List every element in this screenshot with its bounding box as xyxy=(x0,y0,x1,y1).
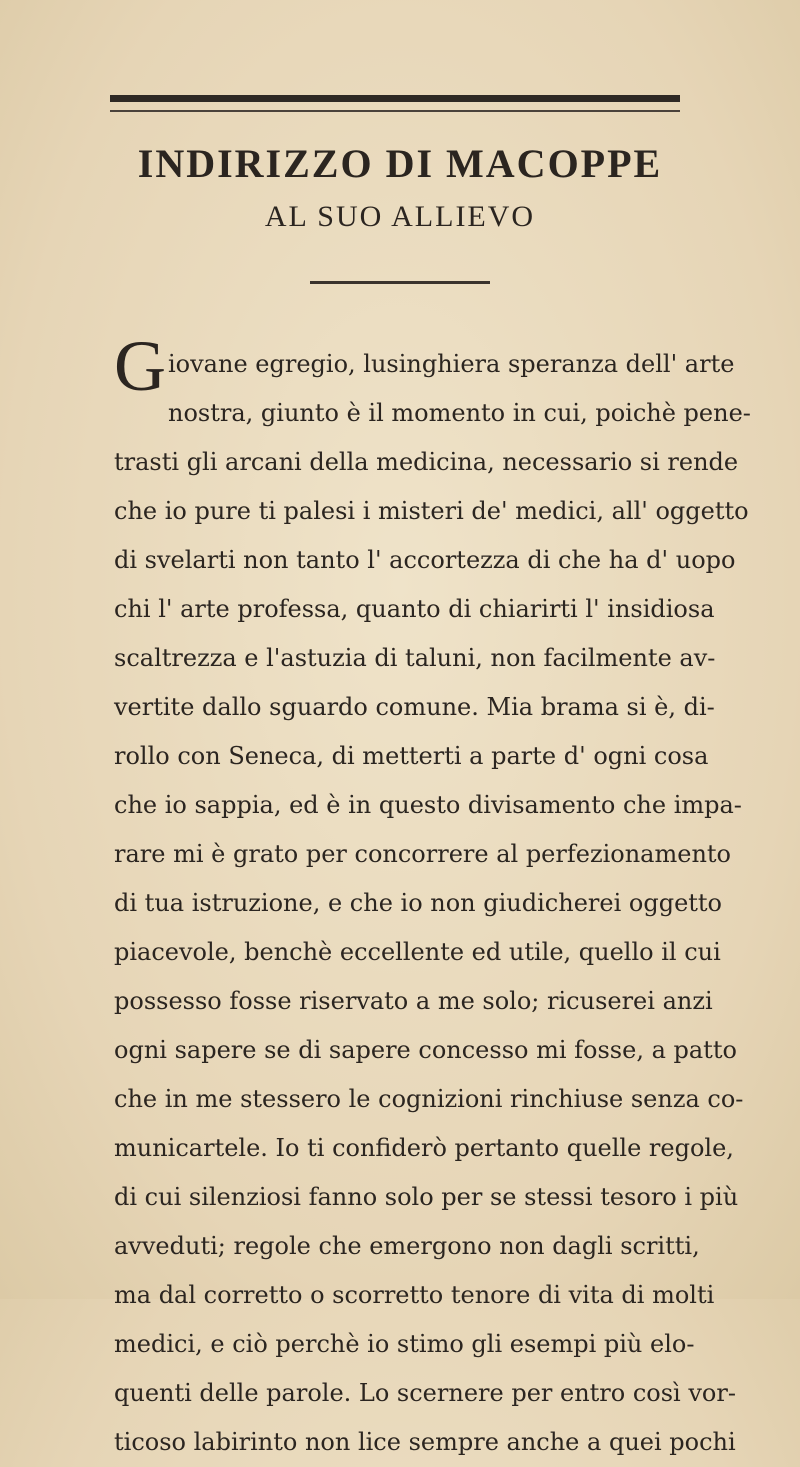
text-line: trasti gli arcani della medicina, necessario si rende xyxy=(114,448,739,476)
chapter-subtitle: AL SUO ALLIEVO xyxy=(264,200,536,233)
text-line: rollo con Seneca, di metterti a parte d' ogni cosa xyxy=(114,742,709,770)
text-line: possesso fosse riservato a me solo; ricuserei anzi xyxy=(114,987,713,1015)
text-line: di svelarti non tanto l' accortezza di che ha d' uopo xyxy=(114,546,736,574)
drop-cap: G xyxy=(114,326,166,406)
text-line: ogni sapere se di sapere concesso mi fosse, a patto xyxy=(114,1036,737,1064)
body-text xyxy=(114,326,751,1467)
top-rule-thin xyxy=(110,110,680,112)
text-line: che io pure ti palesi i misteri de' medici, all' oggetto xyxy=(114,497,749,525)
text-line: piacevole, benchè eccellente ed utile, quello il cui xyxy=(114,938,721,966)
text-line: nostra, giunto è il momento in cui, poichè pene- xyxy=(168,399,751,427)
text-line: chi l' arte professa, quanto di chiarirti l' insidiosa xyxy=(114,595,715,623)
text-line: che io sappia, ed è in questo divisamento che impa- xyxy=(114,791,742,819)
top-rule-thick xyxy=(110,95,680,102)
text-line: municartele. Io ti confiderò pertanto quelle regole, xyxy=(114,1134,734,1162)
divider-rule xyxy=(310,281,490,284)
text-line: ma dal corretto o scorretto tenore di vita di molti xyxy=(114,1281,715,1309)
text-line: rare mi è grato per concorrere al perfezionamento xyxy=(114,840,731,868)
text-line: medici, e ciò perchè io stimo gli esempi più elo- xyxy=(114,1330,695,1358)
text-line: vertite dallo sguardo comune. Mia brama si è, di- xyxy=(114,693,715,721)
chapter-title: INDIRIZZO DI MACOPPE xyxy=(137,141,663,186)
text-line: di cui silenziosi fanno solo per se stessi tesoro i più xyxy=(114,1183,739,1211)
text-line: che in me stessero le cognizioni rinchiuse senza co- xyxy=(114,1085,744,1113)
text-line-content: iovane egregio, lusinghiera speranza dell' arte xyxy=(168,350,735,378)
text-line: scaltrezza e l'astuzia di taluni, non facilmente av- xyxy=(114,644,716,672)
text-line: quenti delle parole. Lo scernere per entro così vor- xyxy=(114,1379,736,1407)
text-line: ticoso labirinto non lice sempre anche a quei pochi xyxy=(114,1428,736,1456)
text-line xyxy=(114,326,735,406)
text-line: avveduti; regole che emergono non dagli scritti, xyxy=(114,1232,700,1260)
text-line: di tua istruzione, e che io non giudicherei oggetto xyxy=(114,889,723,917)
